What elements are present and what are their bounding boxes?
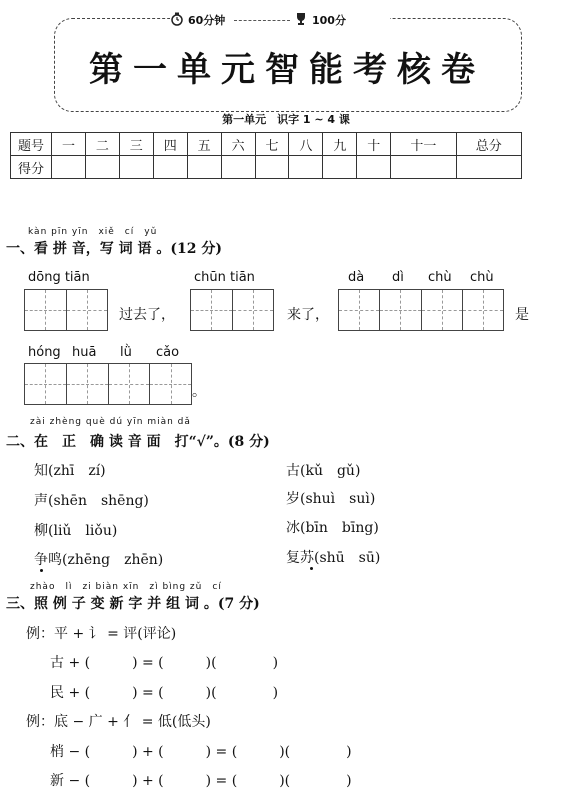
table-cell: 十: [357, 133, 391, 156]
score-cell[interactable]: [456, 156, 521, 179]
exercise-line[interactable]: 民 + ( ) = ( )( ): [50, 685, 279, 701]
score-cell[interactable]: [187, 156, 221, 179]
pinyin-label: huā: [72, 345, 97, 360]
score-cell[interactable]: [289, 156, 323, 179]
reading-item[interactable]: 冰(bīn bīng): [286, 520, 379, 536]
pinyin-label: chù: [428, 270, 452, 285]
page-title: 第一单元智能考核卷: [89, 50, 485, 90]
score-cell[interactable]: [391, 156, 456, 179]
pinyin-label: dà: [348, 270, 365, 285]
score-table: [10, 132, 522, 179]
table-cell: 二: [85, 133, 119, 156]
score-cell[interactable]: [85, 156, 119, 179]
table-cell: 一: [52, 133, 86, 156]
reading-item[interactable]: 岁(shuì suì): [286, 491, 376, 507]
table-row: [11, 133, 522, 156]
reading-item[interactable]: 复苏(shū sū): [286, 550, 381, 566]
reading-item[interactable]: 争鸣(zhēng zhēn): [34, 552, 164, 568]
table-row: [11, 156, 522, 179]
q1-title: 一、看 拼 音，写 词 语 。(12 分): [6, 241, 222, 257]
period-mark: 。: [192, 384, 206, 400]
sentence-text: 过去了，: [119, 307, 175, 323]
score-cell[interactable]: [323, 156, 357, 179]
pinyin-label: hóng: [28, 345, 61, 360]
reading-item[interactable]: 柳(liǔ liǒu): [34, 523, 118, 539]
time-limit: 60分钟: [188, 14, 226, 27]
writing-grid[interactable]: [338, 289, 504, 331]
table-cell: 四: [153, 133, 187, 156]
table-cell: 十一: [391, 133, 456, 156]
exercise-line[interactable]: 梢 − ( ) + ( ) = ( )( ): [50, 744, 352, 760]
unit-subtitle: 第一单元 识字 1 ~ 4 课: [222, 113, 350, 126]
clock-icon: [170, 12, 184, 29]
table-cell: 七: [255, 133, 289, 156]
pinyin-label: dì: [392, 270, 404, 285]
q2-pinyin: zài zhèng què dú yīn miàn dǎ: [30, 417, 191, 427]
divider: [234, 20, 290, 21]
score-cell[interactable]: [255, 156, 289, 179]
exercise-line[interactable]: 古 + ( ) = ( )( ): [50, 655, 279, 671]
q3-pinyin: zhào lì zi biàn xīn zì bìng zǔ cí: [30, 582, 222, 592]
writing-grid[interactable]: [190, 289, 274, 331]
example-line: 例：底 − 广 + 亻 = 低(低头): [26, 714, 211, 730]
writing-grid[interactable]: [24, 289, 108, 331]
emphasis-dot: [40, 569, 43, 572]
score-cell[interactable]: [221, 156, 255, 179]
score-cell[interactable]: [52, 156, 86, 179]
table-cell: 九: [323, 133, 357, 156]
exercise-line[interactable]: 新 − ( ) + ( ) = ( )( ): [50, 773, 352, 789]
table-cell: 六: [221, 133, 255, 156]
table-cell: 八: [289, 133, 323, 156]
q2-title: 二、在 正 确 读 音 面 打“√”。(8 分): [6, 434, 270, 450]
q1-pinyin: kàn pīn yīn xiě cí yǔ: [28, 227, 158, 237]
pinyin-label: cǎo: [156, 345, 180, 360]
score-cell[interactable]: [357, 156, 391, 179]
score-cell[interactable]: [119, 156, 153, 179]
reading-item[interactable]: 声(shēn shēng): [34, 493, 149, 509]
table-cell: 三: [119, 133, 153, 156]
emphasis-dot: [310, 567, 313, 570]
exam-meta: [170, 10, 390, 30]
pinyin-label: lǜ: [120, 345, 132, 360]
table-cell: 总分: [456, 133, 521, 156]
pinyin-label: chù: [470, 270, 494, 285]
table-cell: 五: [187, 133, 221, 156]
reading-item[interactable]: 古(kǔ gǔ): [286, 463, 361, 479]
sentence-text: 是: [515, 307, 529, 323]
total-score: 100分: [312, 14, 346, 27]
score-cell[interactable]: [153, 156, 187, 179]
trophy-icon: [294, 12, 308, 29]
q3-title: 三、照 例 子 变 新 字 并 组 词 。(7 分): [6, 596, 260, 612]
sentence-text: 来了，: [287, 307, 329, 323]
pinyin-label: chūn tiān: [194, 270, 255, 285]
row-header: 题号: [11, 133, 52, 156]
row-header: 得分: [11, 156, 52, 179]
pinyin-label: dōng tiān: [28, 270, 90, 285]
example-line: 例：平 + 讠 = 评(评论): [26, 626, 177, 642]
writing-grid[interactable]: [24, 363, 192, 405]
reading-item[interactable]: 知(zhī zí): [34, 463, 106, 479]
